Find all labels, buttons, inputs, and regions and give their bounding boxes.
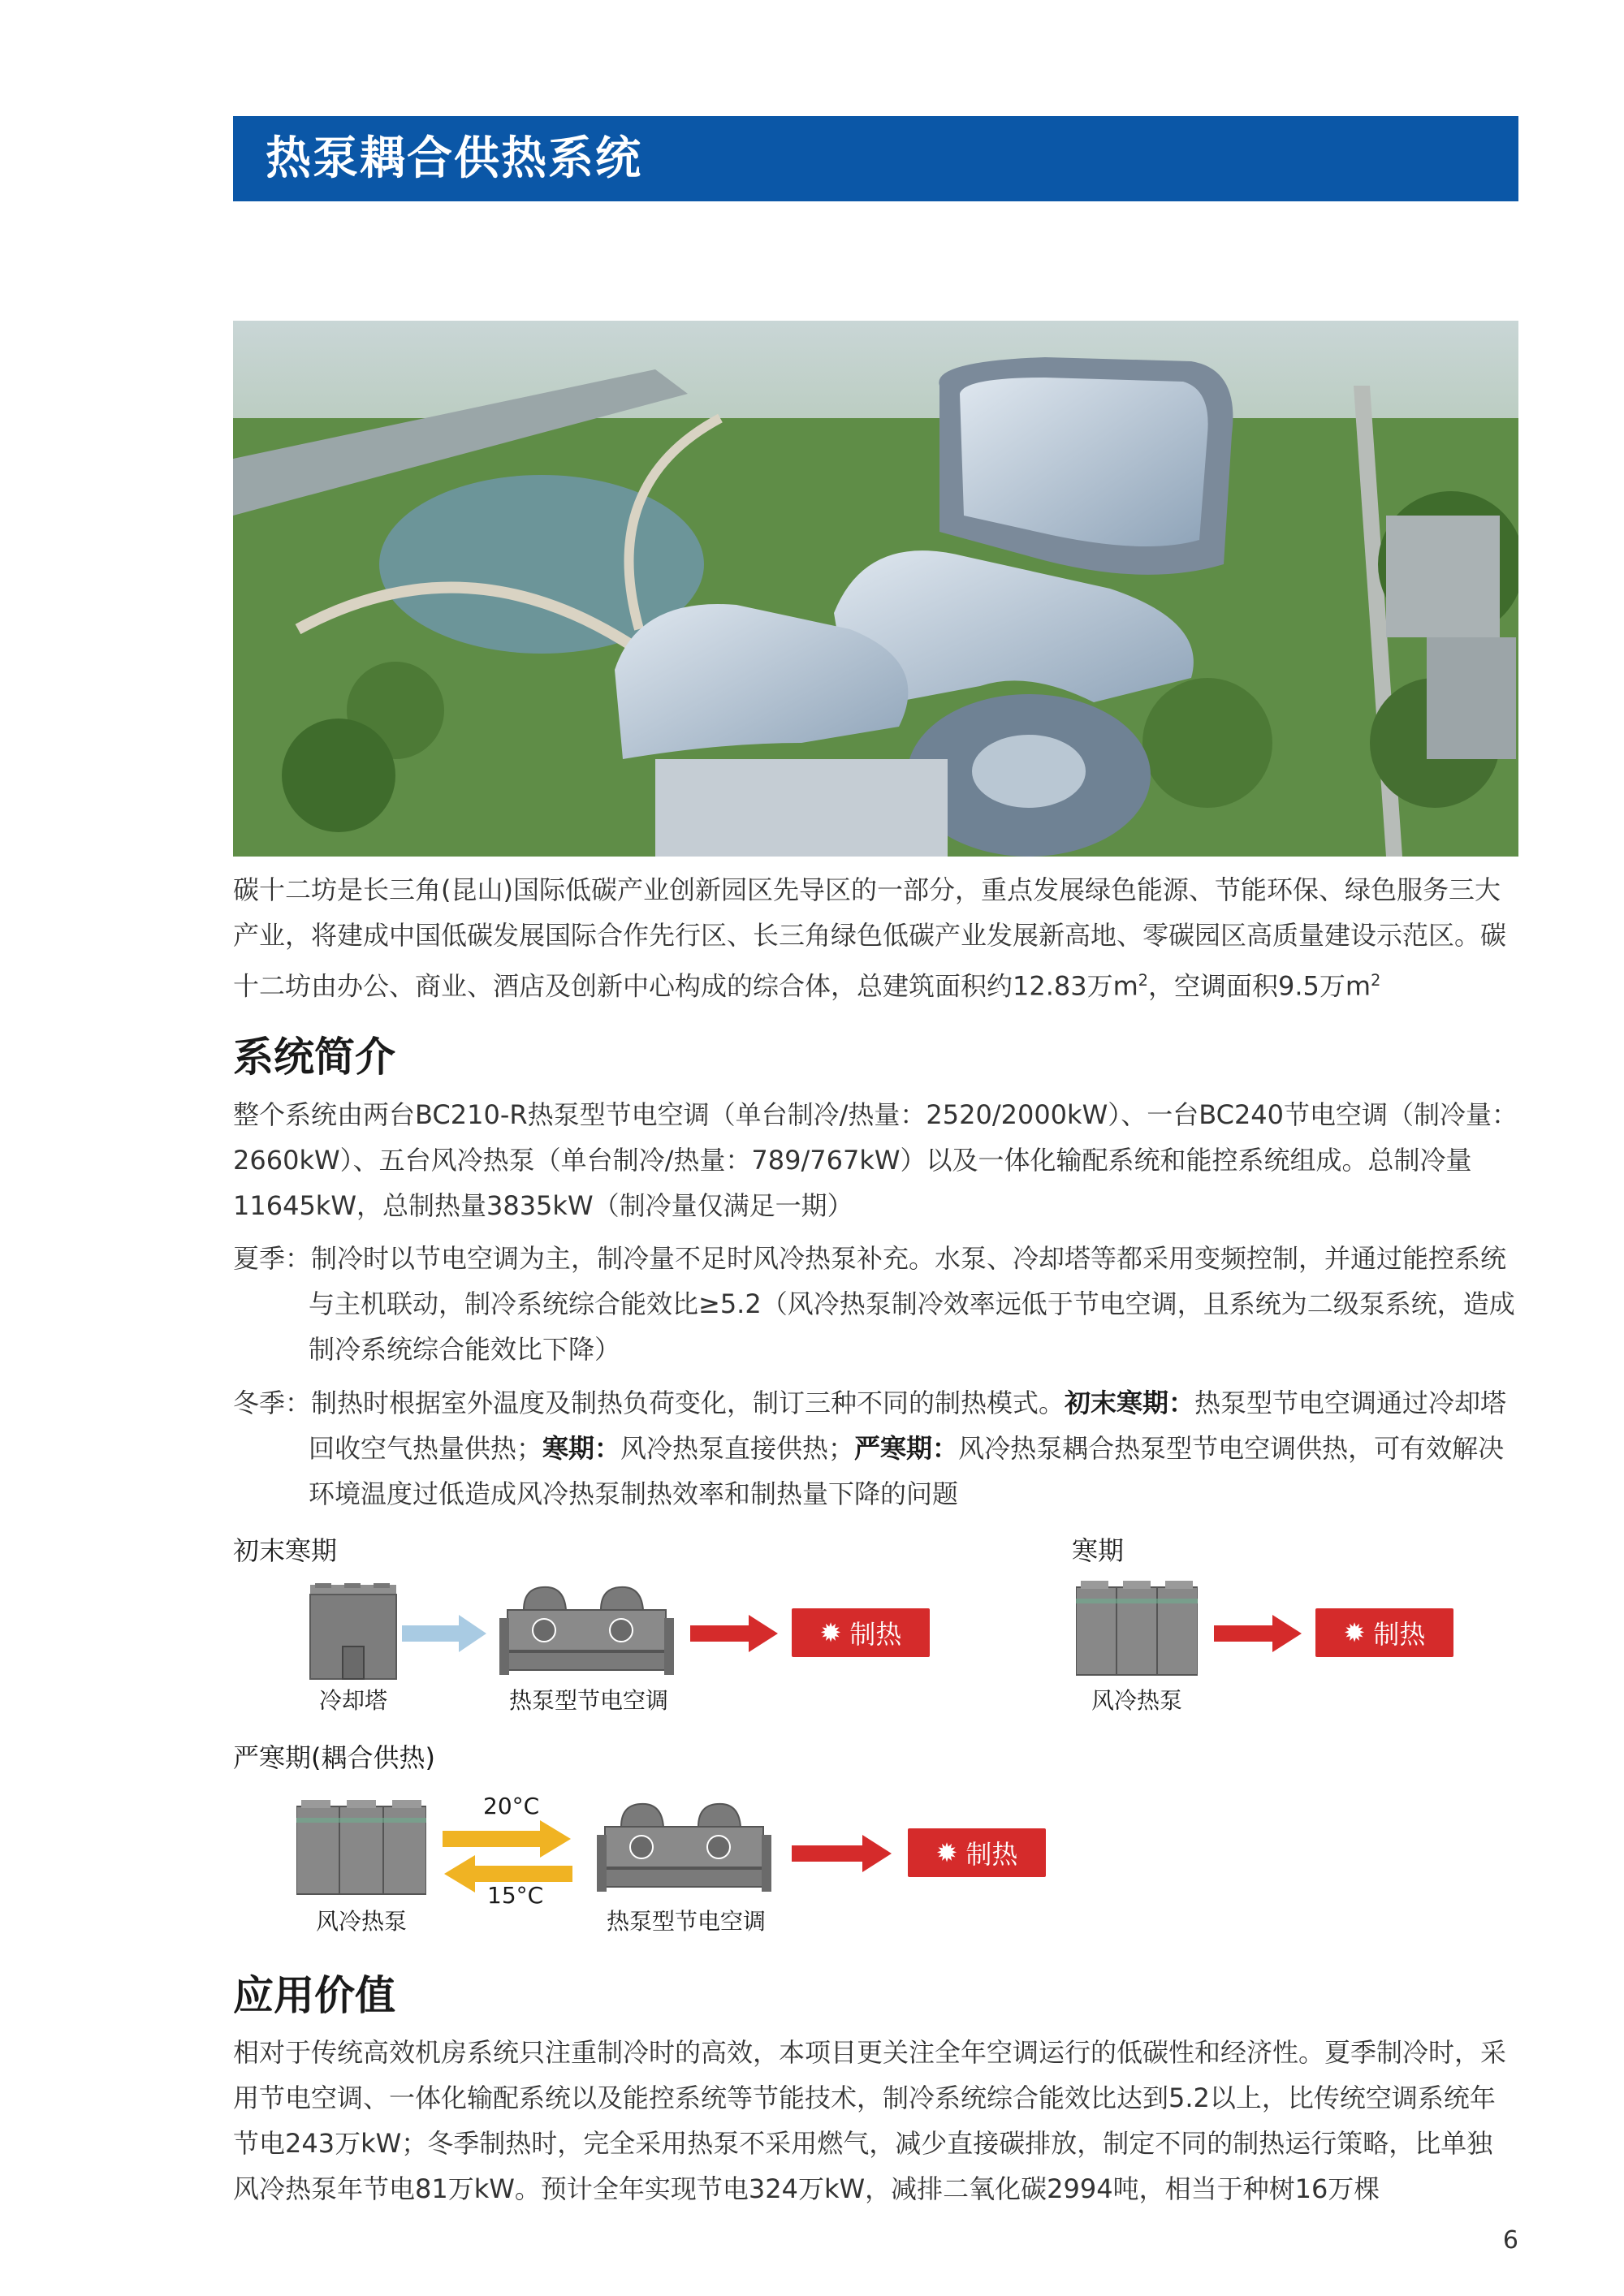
heating-badge: ✹ 制热 xyxy=(792,1608,930,1657)
label-severe-cold: 严寒期(耦合供热) xyxy=(233,1742,435,1773)
air-heat-pump-icon xyxy=(1076,1579,1198,1677)
intro-paragraph: 碳十二坊是长三角(昆山)国际低碳产业创新园区先导区的一部分，重点发展绿色能源、节能环保、绿色服务三大产业，将建成中国低碳发展国际合作先行区、长三角绿色低碳产业发展新高地、零碳园区高质量建设示范区。碳十二坊由办公、商业、酒店及创新中心构成的综合体，总建筑面积约12.83万$m^2$，空调面积9.5万$m^2$ xyxy=(233,874,1507,1002)
summer-paragraph: 夏季：制冷时以节电空调为主，制冷量不足时风冷热泵补充。水泵、冷却塔等都采用变频控制，并通过能控系统与主机联动，制冷系统综合能效比≥5.2（风冷热泵制冷效率远低于节电空调，且系统为二级泵系统，造成制冷系统综合能效比下降） xyxy=(233,1243,1515,1365)
blue-arrow-icon xyxy=(402,1613,487,1654)
red-arrow-icon xyxy=(690,1613,780,1654)
caption-cooling-tower: 冷却塔 xyxy=(318,1687,387,1714)
value-paragraph: 相对于传统高效机房系统只注重制冷时的高效，本项目更关注全年空调运行的低碳性和经济性。夏季制冷时，采用节电空调、一体化输配系统以及能控系统等节能技术，制冷系统综合能效比达到5.2以上，比传统空调系统年节电243万kW；冬季制热时，完全采用热泵不采用燃气，减少直接碳排放，制定不同的制热运行策略，比单独风冷热泵年节电81万kW。预计全年实现节电324万kW，减排二氧化碳2994吨，相当于种树16万棵 xyxy=(233,2037,1507,2204)
caption-air-heat-pump-severe: 风冷热泵 xyxy=(315,1908,407,1935)
caption-heat-pump-ac-severe: 热泵型节电空调 xyxy=(606,1908,766,1935)
sun-icon: ✹ xyxy=(1343,1617,1366,1648)
heating-badge: ✹ 制热 xyxy=(908,1828,1046,1877)
system-intro-paragraph: 整个系统由两台BC210-R热泵型节电空调（单台制冷/热量：2520/2000kW）、一台BC240节电空调（制冷量：2660kW）、五台风冷热泵（单台制冷/热量：789/767kW）以及一体化输配系统和能控系统组成。总制冷量11645kW，总制热量3835kW（制冷量仅满足一期） xyxy=(233,1099,1518,1221)
temp-return-label: 15°C xyxy=(487,1882,544,1909)
heat-pump-ac-icon xyxy=(597,1794,771,1896)
page-title: 热泵耦合供热系统 xyxy=(233,116,1518,201)
page-number: 6 xyxy=(1502,2226,1518,2255)
sun-icon: ✹ xyxy=(935,1837,958,1868)
label-cold: 寒期 xyxy=(1072,1535,1125,1566)
red-arrow-icon xyxy=(1214,1613,1303,1654)
heating-badge: ✹ 制热 xyxy=(1315,1608,1453,1657)
sun-icon: ✹ xyxy=(819,1617,842,1648)
red-arrow-icon xyxy=(792,1833,893,1874)
caption-heat-pump-ac: 热泵型节电空调 xyxy=(508,1687,668,1714)
section-title-system: 系统简介 xyxy=(233,1034,395,1081)
label-early-cold: 初末寒期 xyxy=(233,1535,338,1566)
temp-supply-label: 20°C xyxy=(483,1793,540,1819)
heat-pump-ac-icon xyxy=(499,1577,674,1679)
air-heat-pump-icon xyxy=(296,1798,426,1896)
section-title-value: 应用价值 xyxy=(233,1972,395,2019)
cooling-tower-icon xyxy=(309,1583,398,1681)
winter-paragraph: 冬季：制热时根据室外温度及制热负荷变化，制订三种不同的制热模式。初末寒期：热泵型节电空调通过冷却塔回收空气热量供热；寒期：风冷热泵直接供热；严寒期：风冷热泵耦合热泵型节电空调供热，可有效解决环境温度过低造成风冷热泵制热效率和制热量下降的问题 xyxy=(233,1388,1507,1509)
hero-aerial-image xyxy=(233,321,1518,857)
caption-air-heat-pump: 风冷热泵 xyxy=(1091,1687,1182,1714)
aerial-illustration xyxy=(233,321,1518,857)
